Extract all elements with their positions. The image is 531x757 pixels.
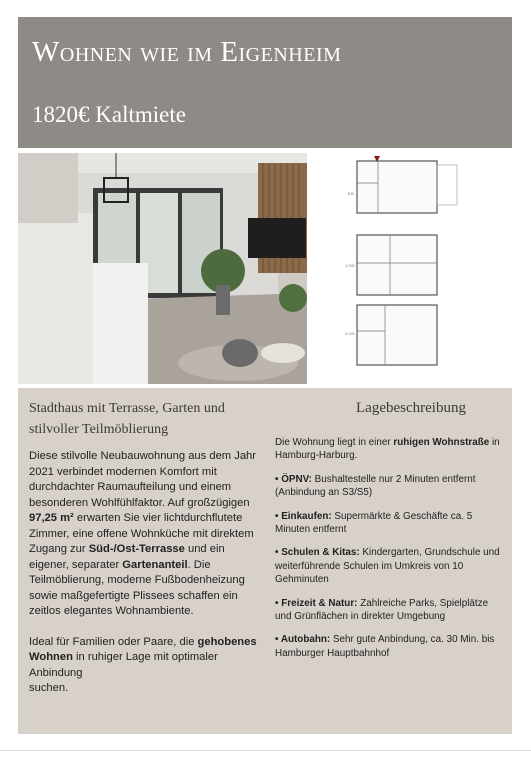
location-text <box>275 436 505 670</box>
floor-plan-1og <box>345 235 437 295</box>
divider <box>0 750 531 751</box>
living-room-image <box>18 153 307 384</box>
svg-text:2.OG: 2.OG <box>345 331 355 336</box>
location-item-leisure: • Freizeit & Natur: Zahlreiche Parks, Spielplätze und Grünflächen in direkter Umgebung <box>275 597 489 623</box>
rent-price: 1820€ Kaltmiete <box>32 102 186 127</box>
description-heading-line2: stilvoller Teilmöblierung <box>29 422 169 437</box>
location-item-shopping: • Einkaufen: Supermärkte & Geschäfte ca. 5 Minuten entfernt <box>275 510 473 536</box>
header-banner <box>18 17 512 148</box>
info-panel <box>18 388 512 734</box>
location-intro: Die Wohnung liegt in einer ruhigen Wohnstraße in Hamburg-Harburg. <box>275 437 500 462</box>
floor-plan-eg <box>348 156 457 213</box>
floor-plans <box>330 153 512 384</box>
location-heading: Lagebeschreibung <box>356 400 466 416</box>
page-title: Wohnen wie im Eigenheim <box>32 36 342 68</box>
location-item-motorway: • Autobahn: Sehr gute Anbindung, ca. 30 Min. bis Hamburger Hauptbahnhof <box>275 634 495 659</box>
svg-text:EG: EG <box>348 191 354 196</box>
floor-plan-2og <box>345 305 437 365</box>
svg-text:1.OG: 1.OG <box>345 263 355 268</box>
location-item-oepnv: • ÖPNV: Bushaltestelle nur 2 Minuten entfernt (Anbindung an S3/S5) <box>275 473 476 499</box>
description-heading <box>29 398 269 440</box>
interior-photo <box>18 153 307 384</box>
description-text: Diese stilvolle Neubauwohnung aus dem Jahr 2021 verbindet modernen Komfort mit durchdachter Raumaufteilung und einem besonderen Wohlfühlfaktor. Auf großzügigen 97,25 m² erwarten Sie vier lichtdurchflutete Zimmer, eine offene Wohnküche mit direktem Zugang zur Süd-/Ost-Terrasse und ein eigener, separater Gartenanteil. Die Teilmöblierung, moderne Fußbodenheizung sowie maßgefertigte Plissees schaffen ein zeitlos elegantes Wohnambiente. Ideal für Familien oder Paare, die gehobenes Wohnen in ruhiger Lage mit optimaler Anbindung suchen. <box>29 450 257 694</box>
location-item-schools: • Schulen & Kitas: Kindergarten, Grundschule und weiterführende Schulen im Umkreis von 10 Gehminuten <box>275 547 500 586</box>
description-heading-line1: Stadthaus mit Terrasse, Garten und <box>29 401 225 416</box>
